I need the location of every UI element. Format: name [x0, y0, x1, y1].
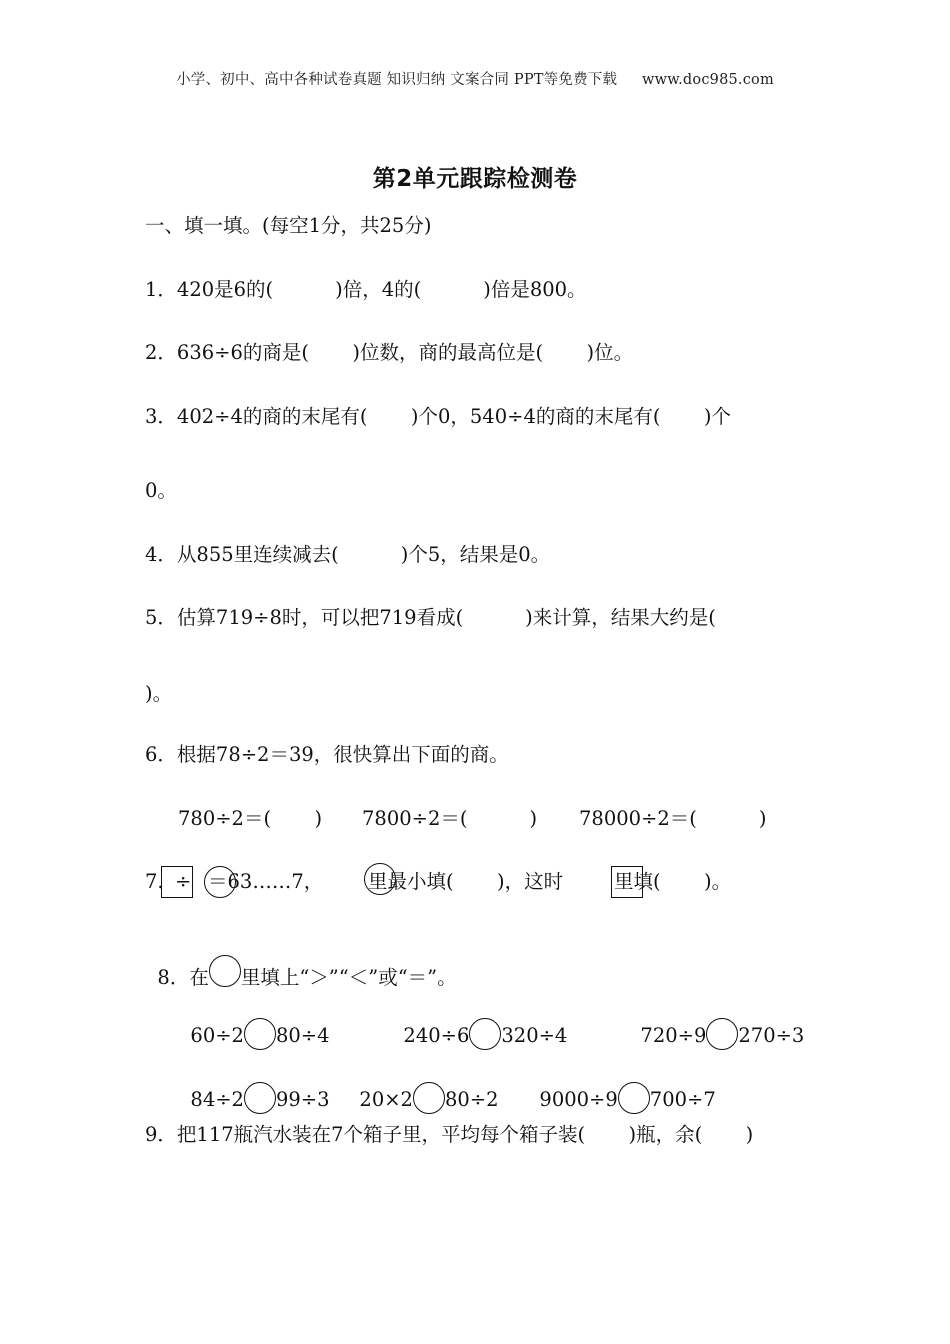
- q8-suffix: 里填上“＞”“＜”或“＝”。: [240, 965, 457, 989]
- page-title: 第2单元跟踪检测卷: [372, 166, 578, 192]
- circle-blank: [209, 955, 241, 987]
- q7-end-text: 里填( )。: [614, 870, 732, 893]
- q8-compare-6: 9000÷9 700÷7: [527, 1062, 716, 1114]
- q8-compare-2: 240÷6 320÷4: [391, 998, 567, 1050]
- header-text: 小学、初中、高中各种试卷真题 知识归纳 文案合同 PPT等免费下载: [176, 72, 618, 88]
- compare-circle[interactable]: [618, 1082, 650, 1114]
- question-3-line2: 0。: [145, 479, 177, 502]
- q8-prefix: 8．在: [157, 965, 209, 989]
- question-9: 9．把117瓶汽水装在7个箱子里，平均每个箱子装( )瓶，余( ): [145, 1123, 754, 1146]
- page-header: [0, 68, 950, 89]
- q7-middle-text: 里最小填( )，这时: [368, 870, 564, 893]
- q7-divide-sign: ÷: [175, 870, 192, 893]
- q7-equation: ＝63……7，: [208, 870, 324, 893]
- question-5-line2: )。: [145, 682, 173, 705]
- q8-compare-5: 20×2 80÷2: [347, 1062, 499, 1114]
- question-5-line1: 5．估算719÷8时，可以把719看成( )来计算，结果大约是(: [145, 606, 716, 629]
- compare-circle[interactable]: [469, 1018, 501, 1050]
- header-url[interactable]: www.doc985.com: [641, 72, 774, 88]
- compare-circle[interactable]: [244, 1082, 276, 1114]
- compare-circle[interactable]: [706, 1018, 738, 1050]
- question-1: 1．420是6的( )倍，4的( )倍是800。: [145, 278, 587, 301]
- question-2: 2．636÷6的商是( )位数，商的最高位是( )位。: [145, 341, 634, 364]
- q8-compare-1: 60÷2 80÷4: [178, 998, 330, 1050]
- compare-circle[interactable]: [413, 1082, 445, 1114]
- question-6: 6．根据78÷2＝39，很快算出下面的商。: [145, 743, 509, 766]
- section-heading: 一、填一填。(每空1分，共25分): [145, 214, 432, 237]
- question-8: [145, 935, 457, 987]
- q7-number: 7.: [145, 870, 164, 893]
- q8-compare-3: 720÷9 270÷3: [628, 998, 804, 1050]
- q8-compare-4: 84÷2 99÷3: [178, 1062, 330, 1114]
- q6-item-2: 7800÷2＝( ): [362, 807, 538, 830]
- compare-circle[interactable]: [244, 1018, 276, 1050]
- question-4: 4．从855里连续减去( )个5，结果是0。: [145, 543, 551, 566]
- q6-item-3: 78000÷2＝( ): [579, 807, 767, 830]
- q6-item-1: 780÷2＝( ): [178, 807, 323, 830]
- question-3-line1: 3．402÷4的商的末尾有( )个0，540÷4的商的末尾有( )个: [145, 405, 731, 428]
